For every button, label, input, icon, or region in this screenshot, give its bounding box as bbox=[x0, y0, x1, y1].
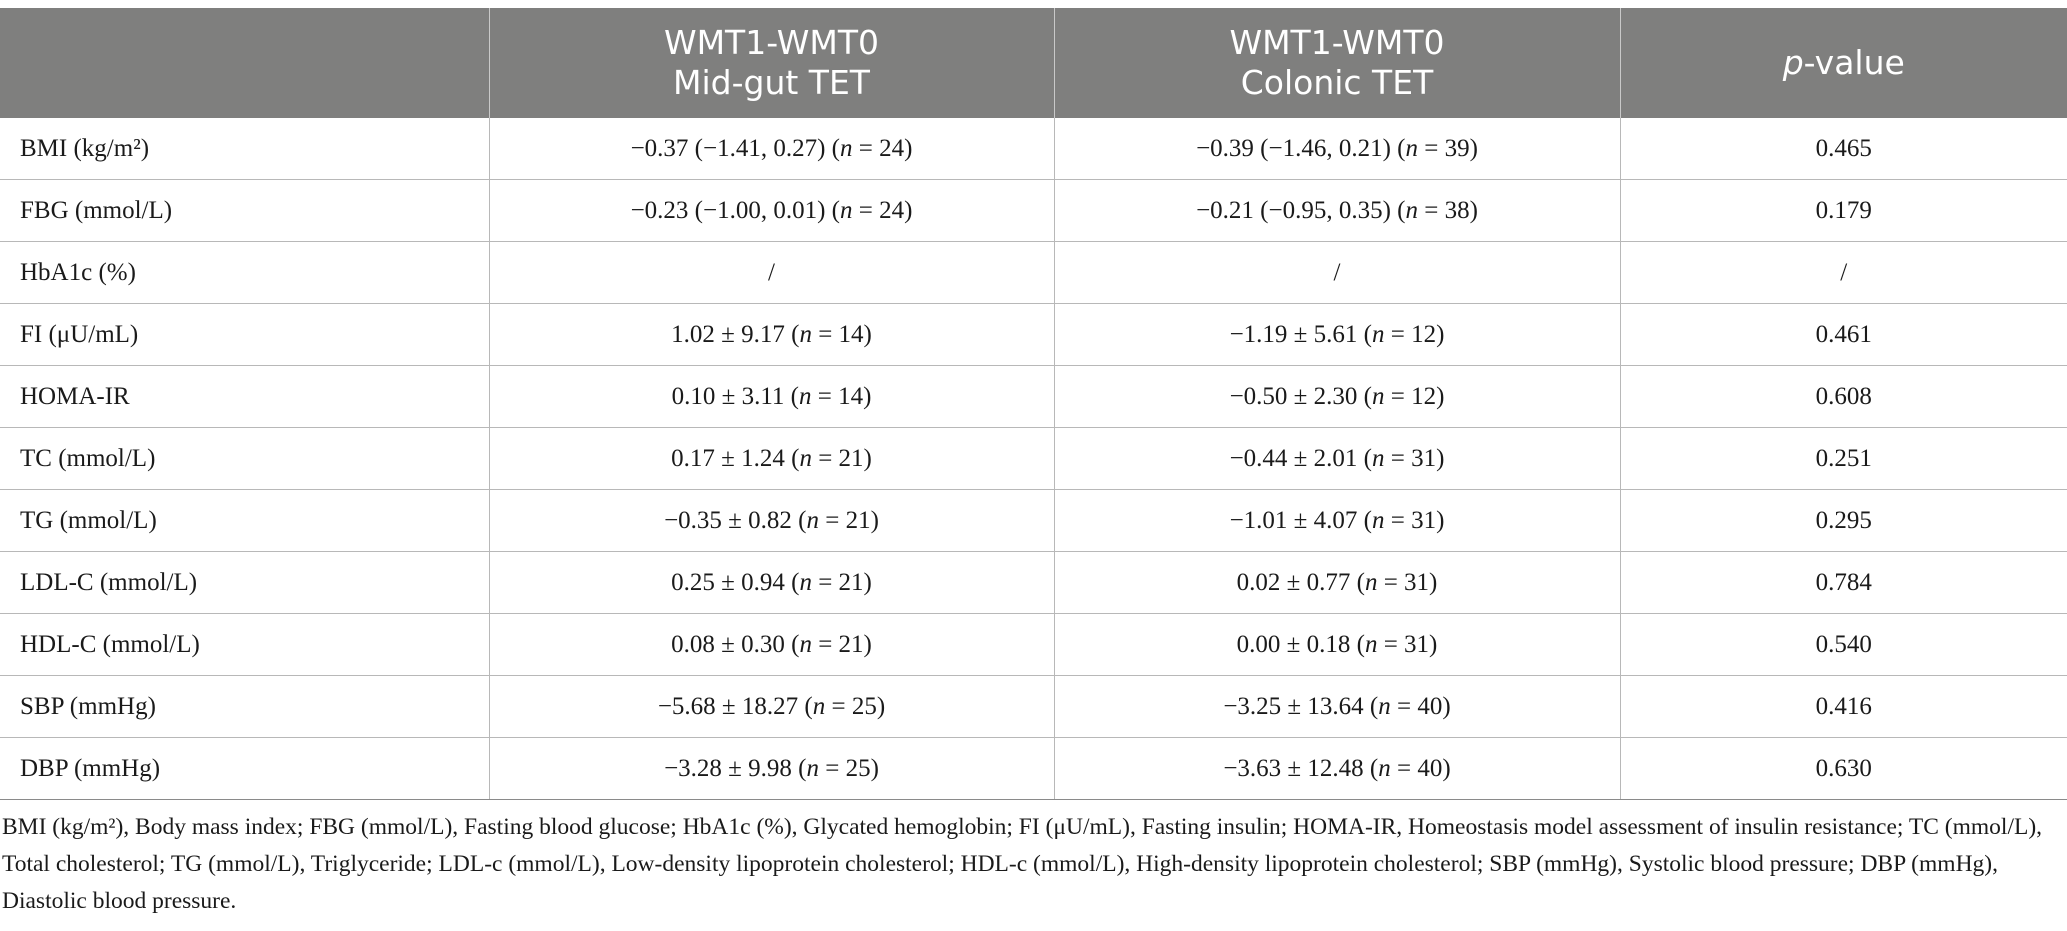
cell-p-value: 0.465 bbox=[1620, 118, 2067, 180]
cell-p-value: / bbox=[1620, 242, 2067, 304]
cell-colonic: −3.63 ± 12.48 (n = 40) bbox=[1054, 738, 1620, 800]
row-label: TG (mmol/L) bbox=[0, 490, 489, 552]
row-label: BMI (kg/m²) bbox=[0, 118, 489, 180]
row-label: TC (mmol/L) bbox=[0, 428, 489, 490]
cell-mid-gut: 0.10 ± 3.11 (n = 14) bbox=[489, 366, 1054, 428]
table-row bbox=[0, 428, 2067, 490]
header-mid-gut-tet bbox=[489, 8, 1054, 118]
row-label: FI (μU/mL) bbox=[0, 304, 489, 366]
header-mid-gut-line2: Mid-gut TET bbox=[673, 63, 870, 102]
cell-mid-gut: 0.17 ± 1.24 (n = 21) bbox=[489, 428, 1054, 490]
cell-colonic: −1.19 ± 5.61 (n = 12) bbox=[1054, 304, 1620, 366]
cell-mid-gut: −5.68 ± 18.27 (n = 25) bbox=[489, 676, 1054, 738]
cell-mid-gut: / bbox=[489, 242, 1054, 304]
cell-colonic: −0.50 ± 2.30 (n = 12) bbox=[1054, 366, 1620, 428]
cell-mid-gut: −3.28 ± 9.98 (n = 25) bbox=[489, 738, 1054, 800]
table-container bbox=[0, 8, 2067, 920]
cell-mid-gut: −0.37 (−1.41, 0.27) (n = 24) bbox=[489, 118, 1054, 180]
cell-colonic: −0.39 (−1.46, 0.21) (n = 39) bbox=[1054, 118, 1620, 180]
header-p-letter: p bbox=[1782, 43, 1804, 82]
cell-p-value: 0.540 bbox=[1620, 614, 2067, 676]
table-row bbox=[0, 490, 2067, 552]
table-row bbox=[0, 242, 2067, 304]
cell-p-value: 0.251 bbox=[1620, 428, 2067, 490]
table-body bbox=[0, 118, 2067, 800]
table-row bbox=[0, 552, 2067, 614]
cell-mid-gut: −0.23 (−1.00, 0.01) (n = 24) bbox=[489, 180, 1054, 242]
cell-p-value: 0.784 bbox=[1620, 552, 2067, 614]
row-label: HOMA-IR bbox=[0, 366, 489, 428]
cell-p-value: 0.461 bbox=[1620, 304, 2067, 366]
cell-p-value: 0.295 bbox=[1620, 490, 2067, 552]
header-p-value bbox=[1620, 8, 2067, 118]
row-label: HDL-C (mmol/L) bbox=[0, 614, 489, 676]
cell-mid-gut: 0.25 ± 0.94 (n = 21) bbox=[489, 552, 1054, 614]
row-label: HbA1c (%) bbox=[0, 242, 489, 304]
table-header bbox=[0, 8, 2067, 118]
header-colonic-line1: WMT1-WMT0 bbox=[1229, 23, 1445, 62]
table-row bbox=[0, 676, 2067, 738]
cell-colonic: 0.02 ± 0.77 (n = 31) bbox=[1054, 552, 1620, 614]
cell-colonic: 0.00 ± 0.18 (n = 31) bbox=[1054, 614, 1620, 676]
results-table bbox=[0, 8, 2067, 800]
header-colonic-line2: Colonic TET bbox=[1240, 63, 1434, 102]
header-mid-gut-line1: WMT1-WMT0 bbox=[663, 23, 880, 62]
cell-p-value: 0.416 bbox=[1620, 676, 2067, 738]
row-label: SBP (mmHg) bbox=[0, 676, 489, 738]
cell-p-value: 0.179 bbox=[1620, 180, 2067, 242]
cell-colonic: −0.44 ± 2.01 (n = 31) bbox=[1054, 428, 1620, 490]
header-p-rest: -value bbox=[1803, 43, 1905, 82]
cell-colonic: −1.01 ± 4.07 (n = 31) bbox=[1054, 490, 1620, 552]
table-row bbox=[0, 738, 2067, 800]
cell-mid-gut: 1.02 ± 9.17 (n = 14) bbox=[489, 304, 1054, 366]
table-row bbox=[0, 614, 2067, 676]
table-footnote: BMI (kg/m²), Body mass index; FBG (mmol/L), Fasting blood glucose; HbA1c (%), Glycated hemoglobin; FI (μU/mL), Fasting insulin; HOMA-IR, Homeostasis model assessment of insulin resistance; TC (mmol/L), Total cholesterol; TG (mmol/L), Triglyceride; LDL-c (mmol/L), Low-density lipoprotein cholesterol; HDL-c (mmol/L), High-density lipoprotein cholesterol; SBP (mmHg), Systolic blood pressure; DBP (mmHg), Diastolic blood pressure. bbox=[2, 814, 2043, 914]
table-row bbox=[0, 366, 2067, 428]
table-row bbox=[0, 304, 2067, 366]
cell-mid-gut: −0.35 ± 0.82 (n = 21) bbox=[489, 490, 1054, 552]
cell-mid-gut: 0.08 ± 0.30 (n = 21) bbox=[489, 614, 1054, 676]
cell-p-value: 0.608 bbox=[1620, 366, 2067, 428]
row-label: LDL-C (mmol/L) bbox=[0, 552, 489, 614]
header-row bbox=[0, 8, 2067, 118]
cell-colonic: / bbox=[1054, 242, 1620, 304]
table-row bbox=[0, 118, 2067, 180]
header-corner-cell bbox=[0, 8, 489, 118]
row-label: FBG (mmol/L) bbox=[0, 180, 489, 242]
cell-p-value: 0.630 bbox=[1620, 738, 2067, 800]
cell-colonic: −0.21 (−0.95, 0.35) (n = 38) bbox=[1054, 180, 1620, 242]
table-row bbox=[0, 180, 2067, 242]
header-colonic-tet bbox=[1054, 8, 1620, 118]
row-label: DBP (mmHg) bbox=[0, 738, 489, 800]
cell-colonic: −3.25 ± 13.64 (n = 40) bbox=[1054, 676, 1620, 738]
